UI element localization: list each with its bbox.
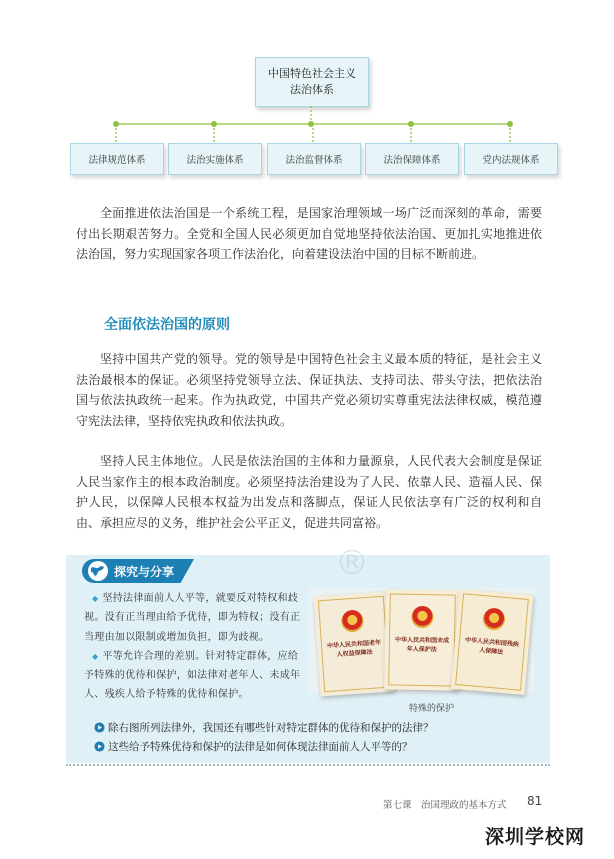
diagram-root-line2: 法治体系 (290, 83, 334, 96)
play-arrow-icon (94, 741, 105, 752)
question-1: 除右图所列法律外，我国还有哪些针对特定群体的优待和保护的法律？ (108, 722, 434, 734)
connector-dot-2 (211, 121, 217, 127)
registered-watermark: ® (335, 543, 369, 583)
photo-caption: 特殊的保护 (409, 704, 455, 714)
explore-bullet-2 (84, 647, 307, 705)
diagram-leaf-label: 法治实施体系 (186, 155, 244, 166)
chapter-footer: 第七课 治国理政的基本方式 (383, 800, 507, 811)
site-watermark: 深圳学校网 (485, 826, 586, 848)
explore-bullet-text: 平等允许合理的差别。针对特定群体，应给予特殊的优待和保护，如法律对老年人、未成年人、残疾人给予特殊的优待和保护。 (84, 650, 301, 701)
play-arrow-icon (94, 722, 105, 733)
diagram-leaf-implementation (168, 143, 262, 175)
section-heading: 全面依法治国的原则 (104, 317, 230, 333)
diagram-leaf-label: 法治监督体系 (285, 155, 343, 166)
diagram-leaf-label: 法律规范体系 (88, 155, 146, 166)
national-emblem-icon (411, 606, 433, 628)
diagram-leaf-legal-norms (70, 143, 164, 175)
diagram-root-line1: 中国特色社会主义 (268, 67, 356, 80)
connector-dot-5 (507, 121, 513, 127)
book-cover (455, 593, 529, 690)
national-emblem-icon (341, 609, 364, 632)
intro-paragraph: 全面推进依法治国是一个系统工程，是国家治理领域一场广泛而深刻的革命，需要付出长期艰苦努力。全党和全国人民必须更加自觉地坚持依法治国、更加扎实地推进依法治国，努力实现国家各项工作法治化，向着建设法治中国的目标不断前进。 (76, 206, 542, 261)
question-2: 这些给予特殊优待和保护的法律是如何体现法律面前人人平等的？ (108, 741, 413, 753)
diagram-leaf-party-regulations (464, 143, 558, 175)
connector-dot-1 (113, 121, 119, 127)
explore-title: 探究与分享 (114, 565, 175, 579)
connector-dot-center (308, 121, 314, 127)
book-title: 中华人民共和国未成年人保护法 (394, 636, 450, 654)
book-title: 中华人民共和国残疾人保障法 (464, 636, 520, 656)
explore-bullets (84, 589, 307, 705)
explore-bullet-1 (84, 589, 307, 647)
book-cover (318, 596, 390, 692)
principle-paragraph-2: 坚持人民主体地位。人民是依法治国的主体和力量源泉，人民代表大会制度是保证人民当家作主的根本政治制度。必须坚持法治建设为了人民、依靠人民、造福人民、保护人民，以保障人民根本权益为出发点和落脚点，保证人民依法享有广泛的权利和自由、承担应尽的义务，维护社会公平正义，促进共同富裕。 (76, 454, 542, 530)
book-title: 中华人民共和国老年人权益保障法 (326, 639, 382, 659)
explore-box-divider (66, 764, 550, 766)
explore-bullet-text: 坚持法律面前人人平等，就要反对特权和歧视。没有正当理由给予优待，即为特权；没有正当理由加以限制或增加负担，即为歧视。 (84, 593, 301, 643)
diagram-leaf-label: 法治保障体系 (383, 155, 441, 166)
diamond-bullet-icon: ◆ (92, 594, 99, 603)
book-disabled-law (451, 589, 533, 695)
national-emblem-icon (482, 607, 506, 631)
diamond-bullet-icon: ◆ (92, 651, 99, 661)
book-minors-law (384, 589, 460, 690)
diagram-leaf-label: 党内法规体系 (482, 155, 540, 166)
law-books-photo (309, 588, 534, 693)
page-number: 81 (527, 794, 543, 808)
diagram-leaf-guarantee (365, 143, 459, 175)
book-elderly-law (314, 592, 395, 697)
principle-paragraph-1: 坚持中国共产党的领导。党的领导是中国特色社会主义最本质的特征，是社会主义法治最根本的保证。必须坚持党领导立法、保证执法、支持司法、带头守法，把依法治国与依法执政统一起来。作为执政党，中国共产党必须切实尊重宪法法律权威，模范遵守宪法法律，坚持依宪执政和依法执政。 (76, 352, 542, 428)
connector-dot-4 (408, 121, 414, 127)
diagram-leaf-supervision (267, 143, 361, 175)
book-cover (388, 593, 456, 686)
explore-globe-icon (86, 559, 110, 583)
